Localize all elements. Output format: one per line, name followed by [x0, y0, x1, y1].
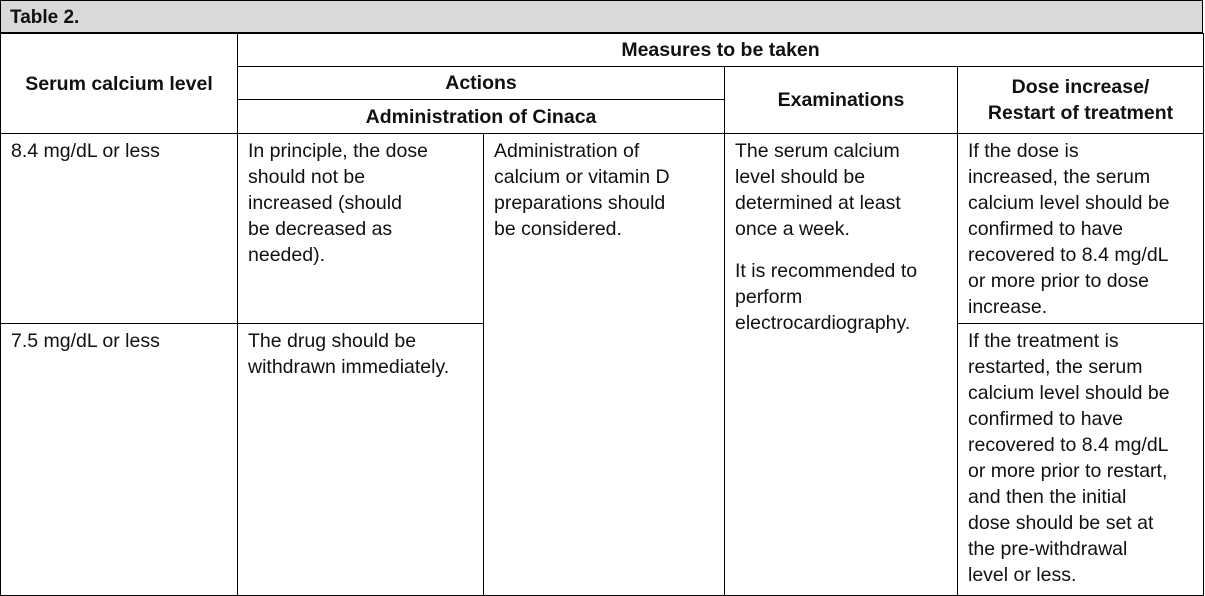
- examinations-paragraph-2: It is recommended to perform electrocardiography.: [735, 260, 918, 334]
- header-measures-to-be-taken: Measures to be taken: [238, 34, 1204, 67]
- cell-level-row-1: 8.4 mg/dL or less: [1, 134, 238, 324]
- action-text-row-1: In principle, the dose should not be increased (should be decreased as needed).: [248, 140, 428, 266]
- dose-text-row-1: If the dose is increased, the serum calcium level should be confirmed to have recovered to 8.4 mg/dL or more prior to dose increase.: [968, 140, 1170, 318]
- header-dose-increase-text: Dose increase/ Restart of treatment: [987, 76, 1174, 124]
- cell-administration-shared: [484, 134, 725, 596]
- table-caption: Table 2.: [0, 0, 1203, 33]
- cell-examinations-shared: [725, 134, 958, 596]
- cell-action-row-2: [238, 324, 484, 596]
- dose-text-row-2: If the treatment is restarted, the serum calcium level should be confirmed to have recovered to 8.4 mg/dL or more prior to restart, and then the initial dose should be set at the pre-withdrawal level or less.: [968, 330, 1170, 586]
- cell-level-row-2: 7.5 mg/dL or less: [1, 324, 238, 596]
- header-examinations: Examinations: [725, 67, 958, 134]
- serum-calcium-table: [0, 33, 1204, 596]
- header-administration-of-cinaca: Administration of Cinaca: [238, 100, 725, 134]
- cell-action-row-1: [238, 134, 484, 324]
- cell-dose-row-2: [958, 324, 1204, 596]
- header-actions: Actions: [238, 67, 725, 100]
- examinations-paragraph-1: The serum calcium level should be determined at least once a week.: [735, 140, 901, 240]
- action-text-row-2: The drug should be withdrawn immediately.: [248, 330, 450, 378]
- header-serum-calcium-level: Serum calcium level: [1, 34, 238, 134]
- paragraph-spacer: [735, 242, 951, 258]
- administration-text: Administration of calcium or vitamin D preparations should be considered.: [494, 140, 670, 240]
- cell-dose-row-1: [958, 134, 1204, 324]
- header-dose-increase-restart: [958, 67, 1204, 134]
